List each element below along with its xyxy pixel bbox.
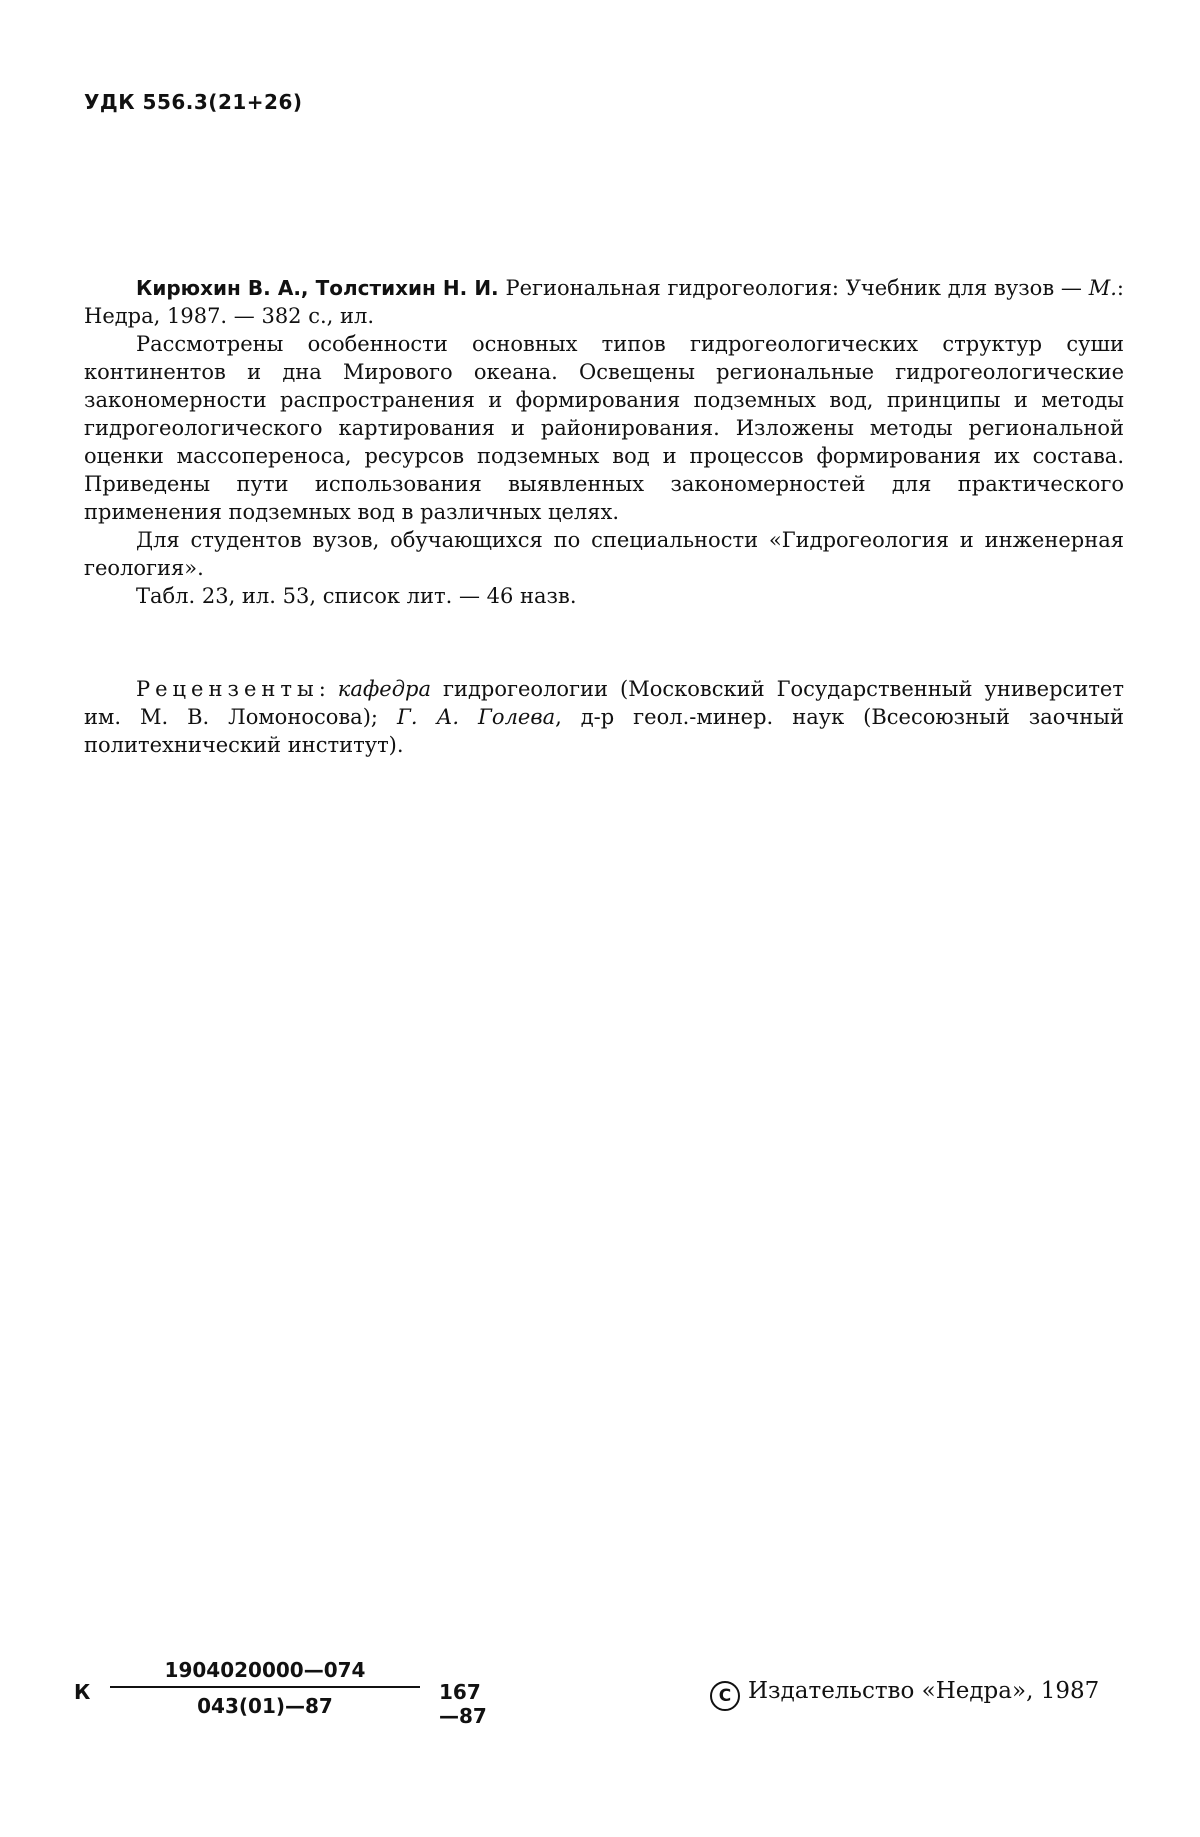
reviewers-dept: кафедра — [337, 677, 431, 701]
reviewers-person: Г. А. Голева — [396, 705, 556, 729]
index-fraction — [110, 1658, 420, 1718]
copyright-text: Издательство «Недра», 1987 — [748, 1678, 1100, 1704]
audience-paragraph: Для студентов вузов, обучающихся по специальности «Гидрогеология и инженерная геология». — [84, 528, 1124, 580]
reviewers-dept-rest: гидрогеологии (Московский Государственный университет им. М. В. Ломоносова); — [84, 677, 1124, 729]
copyright-icon: C — [710, 1681, 740, 1711]
stats-paragraph: Табл. 23, ил. 53, список лит. — 46 назв. — [136, 584, 577, 608]
bibliographic-entry — [84, 274, 1124, 330]
index-letter: К — [74, 1680, 91, 1704]
reviewers — [84, 675, 1124, 759]
summary-paragraph: Рассмотрены особенности основных типов гидрогеологических структур суши континентов и дна Мирового океана. Освещены региональные гидрогеологические закономерности распространения и формирования подземных вод, принципы и методы гидрогеологического картирования и районирования. Изложены методы региональной оценки массопереноса, ресурсов подземных вод и процессов формирования их состава. Приведены пути использования выявленных закономерностей для практического применения подземных вод в различных целях. — [84, 332, 1124, 524]
reviewers-label: Рецензенты — [136, 677, 319, 701]
fraction-line — [110, 1686, 420, 1688]
reviewers-colon: : — [318, 677, 338, 701]
reviewers-person-rest: , д-р геол.-минер. наук (Всесоюзный заочный политехнический институт). — [84, 705, 1124, 757]
biblio-text-1: Региональная гидрогеология: Учебник для вузов — — [498, 276, 1089, 300]
biblio-text-2: : Недра, 1987. — 382 с., ил. — [84, 276, 1124, 328]
index-numerator: 1904020000—074 — [164, 1658, 366, 1682]
index-denominator: 043(01)—87 — [197, 1694, 333, 1718]
publication-index — [74, 1658, 494, 1738]
authors: Кирюхин В. А., Толстихин Н. И. — [136, 276, 499, 300]
index-code: 167—87 — [439, 1680, 487, 1728]
annotation — [84, 274, 1124, 610]
udk-code: УДК 556.3(21+26) — [84, 90, 303, 114]
biblio-place: М. — [1088, 276, 1117, 300]
copyright-line — [710, 1678, 1099, 1711]
